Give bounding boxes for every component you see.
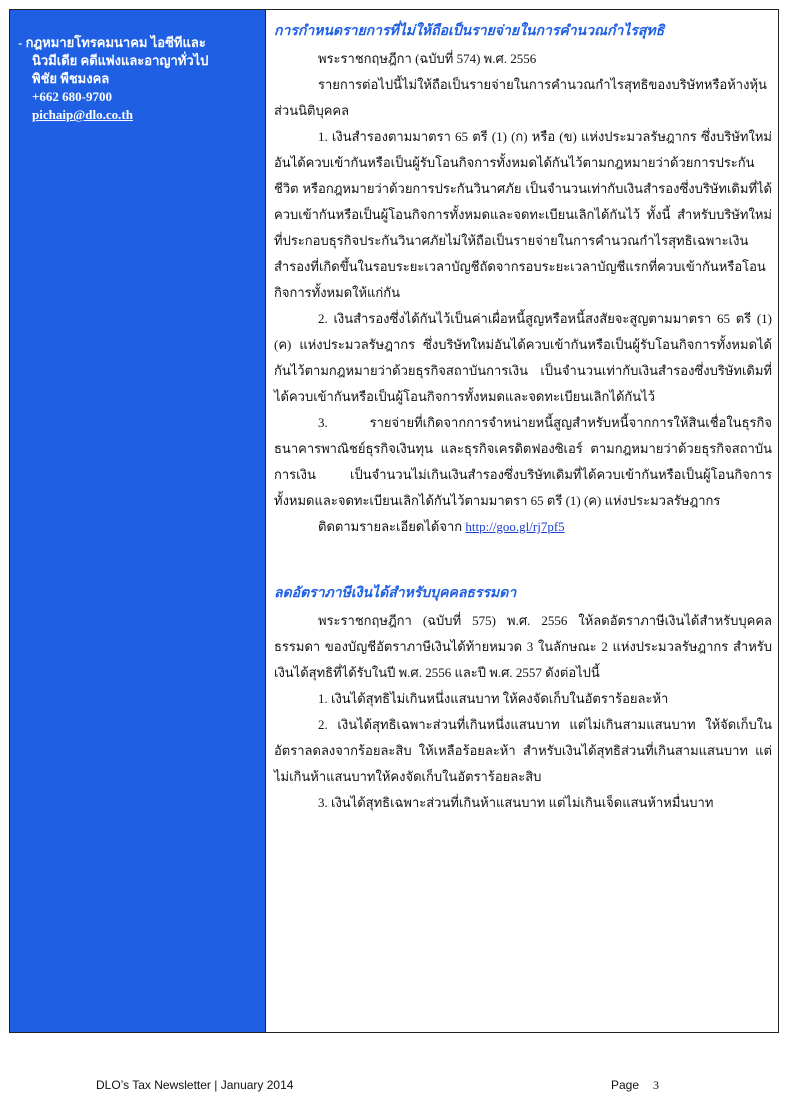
page-frame bbox=[9, 9, 779, 1033]
sidebar-practice-line2: นิวมีเดีย คดีแพ่งและอาญาทั่วไป bbox=[32, 53, 209, 68]
section2-title: ลดอัตราภาษีเงินได้สำหรับบุคคลธรรมดา bbox=[274, 586, 517, 601]
follow-link[interactable]: http://goo.gl/rj7pf5 bbox=[465, 519, 565, 534]
section2-intro: พระราชกฤษฎีกา (ฉบับที่ 575) พ.ศ. 2556 ให้ลดอัตราภาษีเงินได้สำหรับบุคคลธรรมดา ของบัญชีอัตราภาษีเงินได้ท้ายหมวด 3 ในลักษณะ 2 แห่งประมวลรัษฎากร สำหรับเงินได้สุทธิที่ได้รับในปี พ.ศ. 2556 และปี พ.ศ. 2557 ดังต่อไปนี้ bbox=[274, 613, 772, 680]
section1-item3: 3. รายจ่ายที่เกิดจากการจำหน่ายหนี้สูญสำหรับหนี้จากการให้สินเชื่อในธุรกิจธนาคารพาณิชย์ธุรกิจเงินทุน และธุรกิจเครดิตฟองซิเอร์ ตามกฎหมายว่าด้วยธุรกิจสถาบันการเงิน เป็นจำนวนไม่เกินเงินสำรองซึ่งบริษัทเดิมที่ได้ควบเข้ากันหรือเป็นผู้โอนกิจการทั้งหมดและจดทะเบียนเลิกได้กันไว้ตามมาตรา 65 ตรี (1) (ค) แห่งประมวลรัษฎากร bbox=[274, 415, 772, 508]
section-spacer bbox=[274, 540, 772, 580]
footer-newsletter-title: DLO’s Tax Newsletter | January 2014 bbox=[96, 1078, 294, 1092]
follow-label: ติดตามรายละเอียดได้จาก bbox=[318, 519, 463, 534]
sidebar-phone: +662 680-9700 bbox=[32, 89, 112, 104]
section2-item2: 2. เงินได้สุทธิเฉพาะส่วนที่เกินหนึ่งแสนบาท แต่ไม่เกินสามแสนบาท ให้จัดเก็บในอัตราลดลงจากร้อยละสิบ ให้เหลือร้อยละห้า สำหรับเงินได้สุทธิส่วนที่เกินสามแสนบาท แต่ไม่เกินห้าแสนบาทให้คงจัดเก็บในอัตราร้อยละสิบ bbox=[274, 717, 772, 784]
footer-page bbox=[611, 1078, 659, 1093]
section1-decree: พระราชกฤษฎีกา (ฉบับที่ 574) พ.ศ. 2556 bbox=[318, 51, 537, 66]
footer-page-number: 3 bbox=[653, 1078, 660, 1092]
sidebar-practice-line1: - กฎหมายโทรคมนาคม ไอซีทีและ bbox=[18, 35, 206, 50]
sidebar-contact-name: พิชัย พืชมงคล bbox=[32, 71, 110, 86]
section1-intro: รายการต่อไปนี้ไม่ให้ถือเป็นรายจ่ายในการคำนวณกำไรสุทธิของบริษัทหรือห้างหุ้นส่วนนิติบุคคล bbox=[274, 77, 767, 118]
sidebar bbox=[10, 10, 266, 1032]
section1-item1: 1. เงินสำรองตามมาตรา 65 ตรี (1) (ก) หรือ (ข) แห่งประมวลรัษฎากร ซึ่งบริษัทใหม่อันได้ควบเข้ากันหรือเป็นผู้รับโอนกิจการทั้งหมดได้กันไว้ตามกฎหมายว่าด้วยการประกันชีวิต หรือกฎหมายว่าด้วยการประกันวินาศภัย เป็นจำนวนเท่ากับเงินสำรองซึ่งบริษัทเดิมที่ได้ควบเข้ากันหรือเป็นผู้โอนกิจการทั้งหมดและจดทะเบียนเลิกได้กันไว้ ทั้งนี้ สำหรับบริษัทใหม่ที่ประกอบธุรกิจประกันวินาศภัยไม่ให้ถือเป็นรายจ่ายในการคำนวณกำไรสุทธิเฉพาะเงินสำรองที่เกิดขึ้นในรอบระยะเวลาบัญชีถัดจากรอบระยะเวลาบัญชีแรกที่ควบเข้ากันหรือโอนกิจการทั้งหมดให้แก่กัน bbox=[274, 129, 772, 300]
section1-item2: 2. เงินสำรองซึ่งได้กันไว้เป็นค่าเผื่อหนี้สูญหรือหนี้สงสัยจะสูญตามมาตรา 65 ตรี (1) (ค) แห่งประมวลรัษฎากร ซึ่งบริษัทใหม่อันได้ควบเข้ากันหรือเป็นผู้รับโอนกิจการทั้งหมดได้กันไว้ตามกฎหมายว่าด้วยธุรกิจสถาบันการเงิน เป็นจำนวนเท่ากับเงินสำรองซึ่งบริษัทเดิมที่ได้ควบเข้ากันหรือเป็นผู้โอนกิจการทั้งหมดและจดทะเบียนเลิกได้กันไว้ bbox=[274, 311, 772, 404]
section2-item1: 1. เงินได้สุทธิไม่เกินหนึ่งแสนบาท ให้คงจัดเก็บในอัตราร้อยละห้า bbox=[318, 691, 669, 706]
main-content bbox=[266, 10, 778, 816]
section2-item3: 3. เงินได้สุทธิเฉพาะส่วนที่เกินห้าแสนบาท แต่ไม่เกินเจ็ดแสนห้าหมื่นบาท bbox=[318, 795, 714, 810]
section1-follow bbox=[274, 514, 772, 540]
footer-page-label: Page bbox=[611, 1078, 640, 1092]
sidebar-email-link[interactable]: pichaip@dlo.co.th bbox=[32, 107, 133, 122]
section1-title: การกำหนดรายการที่ไม่ให้ถือเป็นรายจ่ายในการคำนวณกำไรสุทธิ bbox=[274, 24, 665, 39]
